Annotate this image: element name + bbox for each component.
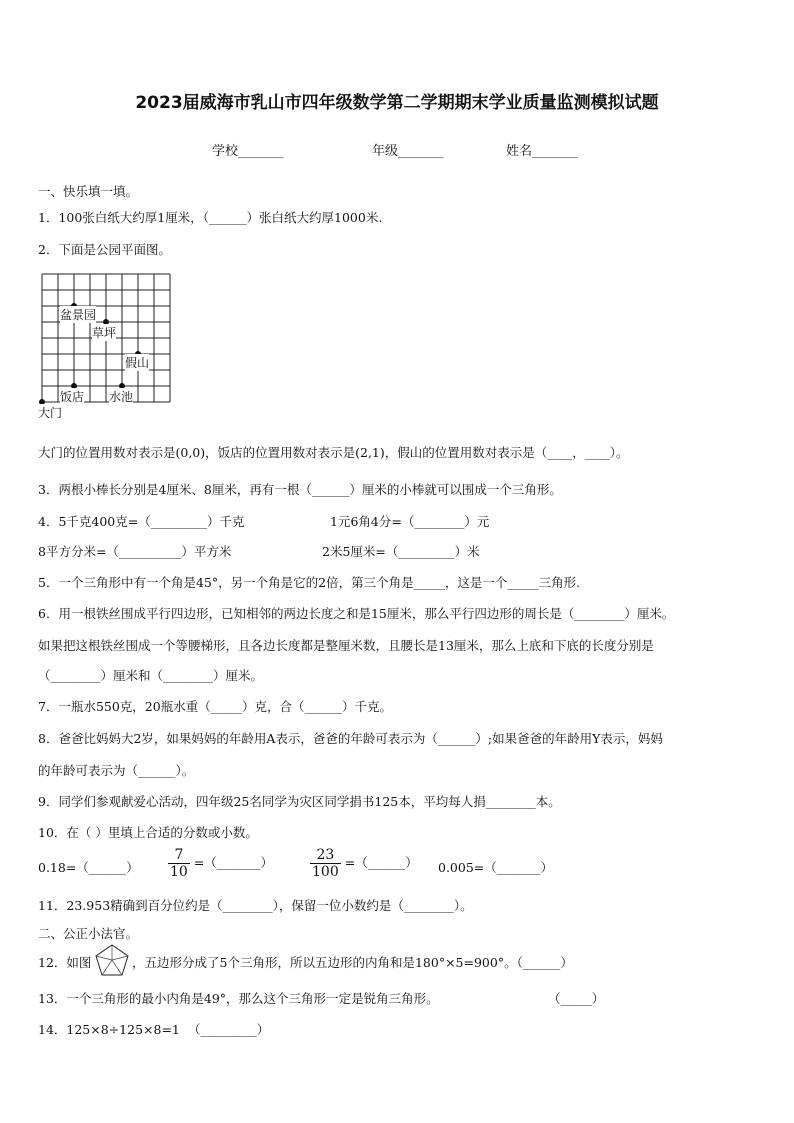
question-4d: 2米5厘米=（_________）米 [322, 544, 480, 559]
question-4c: 8平方分米=（__________）平方米 [38, 544, 232, 559]
label-shuichi: 水池 [109, 390, 134, 404]
question-11: 11．23.953精确到百分位约是（________），保留一位小数约是（________）。 [38, 898, 473, 913]
question-7: 7．一瓶水550克，20瓶水重（_____）克，合（______）千克。 [38, 699, 392, 714]
question-10-item-b: $\frac{7}{10}$ =（_______） [170, 847, 274, 880]
page-title: 2023届威海市乳山市四年级数学第二学期期末学业质量监测模拟试题 [135, 93, 659, 113]
question-5: 5．一个三角形中有一个角是45°，另一个角是它的2倍，第三个角是_____，这是一个_____三角形. [38, 575, 581, 590]
question-8a: 8．爸爸比妈妈大2岁，如果妈妈的年龄用A表示，爸爸的年龄可表示为（______）;如果爸爸的年龄用Y表示，妈妈 [38, 731, 663, 746]
school-field: 学校_______ [212, 144, 284, 159]
question-10-item-d: 0.005=（_______） [438, 860, 554, 875]
question-13: 13．一个三角形的最小内角是49°，那么这个三角形一定是锐角三角形。 [38, 991, 439, 1006]
question-4b: 1元6角4分=（________）元 [330, 514, 490, 529]
label-caoping: 草坪 [92, 326, 117, 340]
label-jiashan: 假山 [125, 356, 150, 370]
question-8b: 的年龄可表示为（______）。 [38, 763, 195, 778]
question-2-text: 大门的位置用数对表示是(0,0)，饭店的位置用数对表示是(2,1)，假山的位置用数对表示是（____，____）。 [38, 445, 629, 460]
question-6c: （________）厘米和（________）厘米。 [38, 668, 264, 683]
section-heading-2: 二、公正小法官。 [38, 926, 139, 941]
question-9: 9．同学们参观献爱心活动，四年级25名同学为灾区同学捐书125本，平均每人捐________本。 [38, 794, 561, 809]
fraction-23-100: $\frac{23}{100}$ [312, 847, 339, 880]
question-13-blank: （_____） [548, 991, 605, 1006]
question-12-post: ，五边形分成了5个三角形，所以五边形的内角和是180°×5=900°。（______） [132, 955, 573, 970]
name-field: 姓名_______ [506, 144, 578, 159]
question-6a: 6．用一根铁丝围成平行四边形，已知相邻的两边长度之和是15厘米，那么平行四边形的周长是（________）厘米。 [38, 606, 675, 621]
question-2: 2．下面是公园平面图。 [38, 242, 171, 257]
label-penjing: 盆景园 [60, 308, 97, 322]
question-12-pre: 12．如图 [38, 955, 92, 970]
fraction-7-10: $\frac{7}{10}$ [170, 847, 188, 880]
question-1: 1．100张白纸大约厚1厘米，（______）张白纸大约厚1000米. [38, 210, 383, 225]
question-14-blank: （_________） [188, 1022, 270, 1037]
label-damen: 大门 [38, 406, 63, 420]
question-10-item-c: $\frac{23}{100}$ =（______） [312, 847, 418, 880]
question-10: 10．在（ ）里填上合适的分数或小数。 [38, 825, 258, 840]
label-fandian: 饭店 [60, 390, 85, 404]
question-14: 14．125×8÷125×8=1 [38, 1022, 180, 1037]
question-3: 3．两根小棒长分别是4厘米、8厘米，再有一根（______）厘米的小棒就可以围成一个三角形。 [38, 482, 562, 497]
question-10-item-a: 0.18=（______） [38, 860, 139, 875]
grade-field: 年级_______ [372, 144, 444, 159]
question-4a: 4．5千克400克=（_________）千克 [38, 514, 245, 529]
pentagon-figure [94, 943, 130, 977]
section-heading-1: 一、快乐填一填。 [38, 184, 139, 199]
question-6b: 如果把这根铁丝围成一个等腰梯形，且各边长度都是整厘米数，且腰长是13厘米，那么上底和下底的长度分别是 [38, 638, 654, 653]
park-map [30, 262, 180, 420]
